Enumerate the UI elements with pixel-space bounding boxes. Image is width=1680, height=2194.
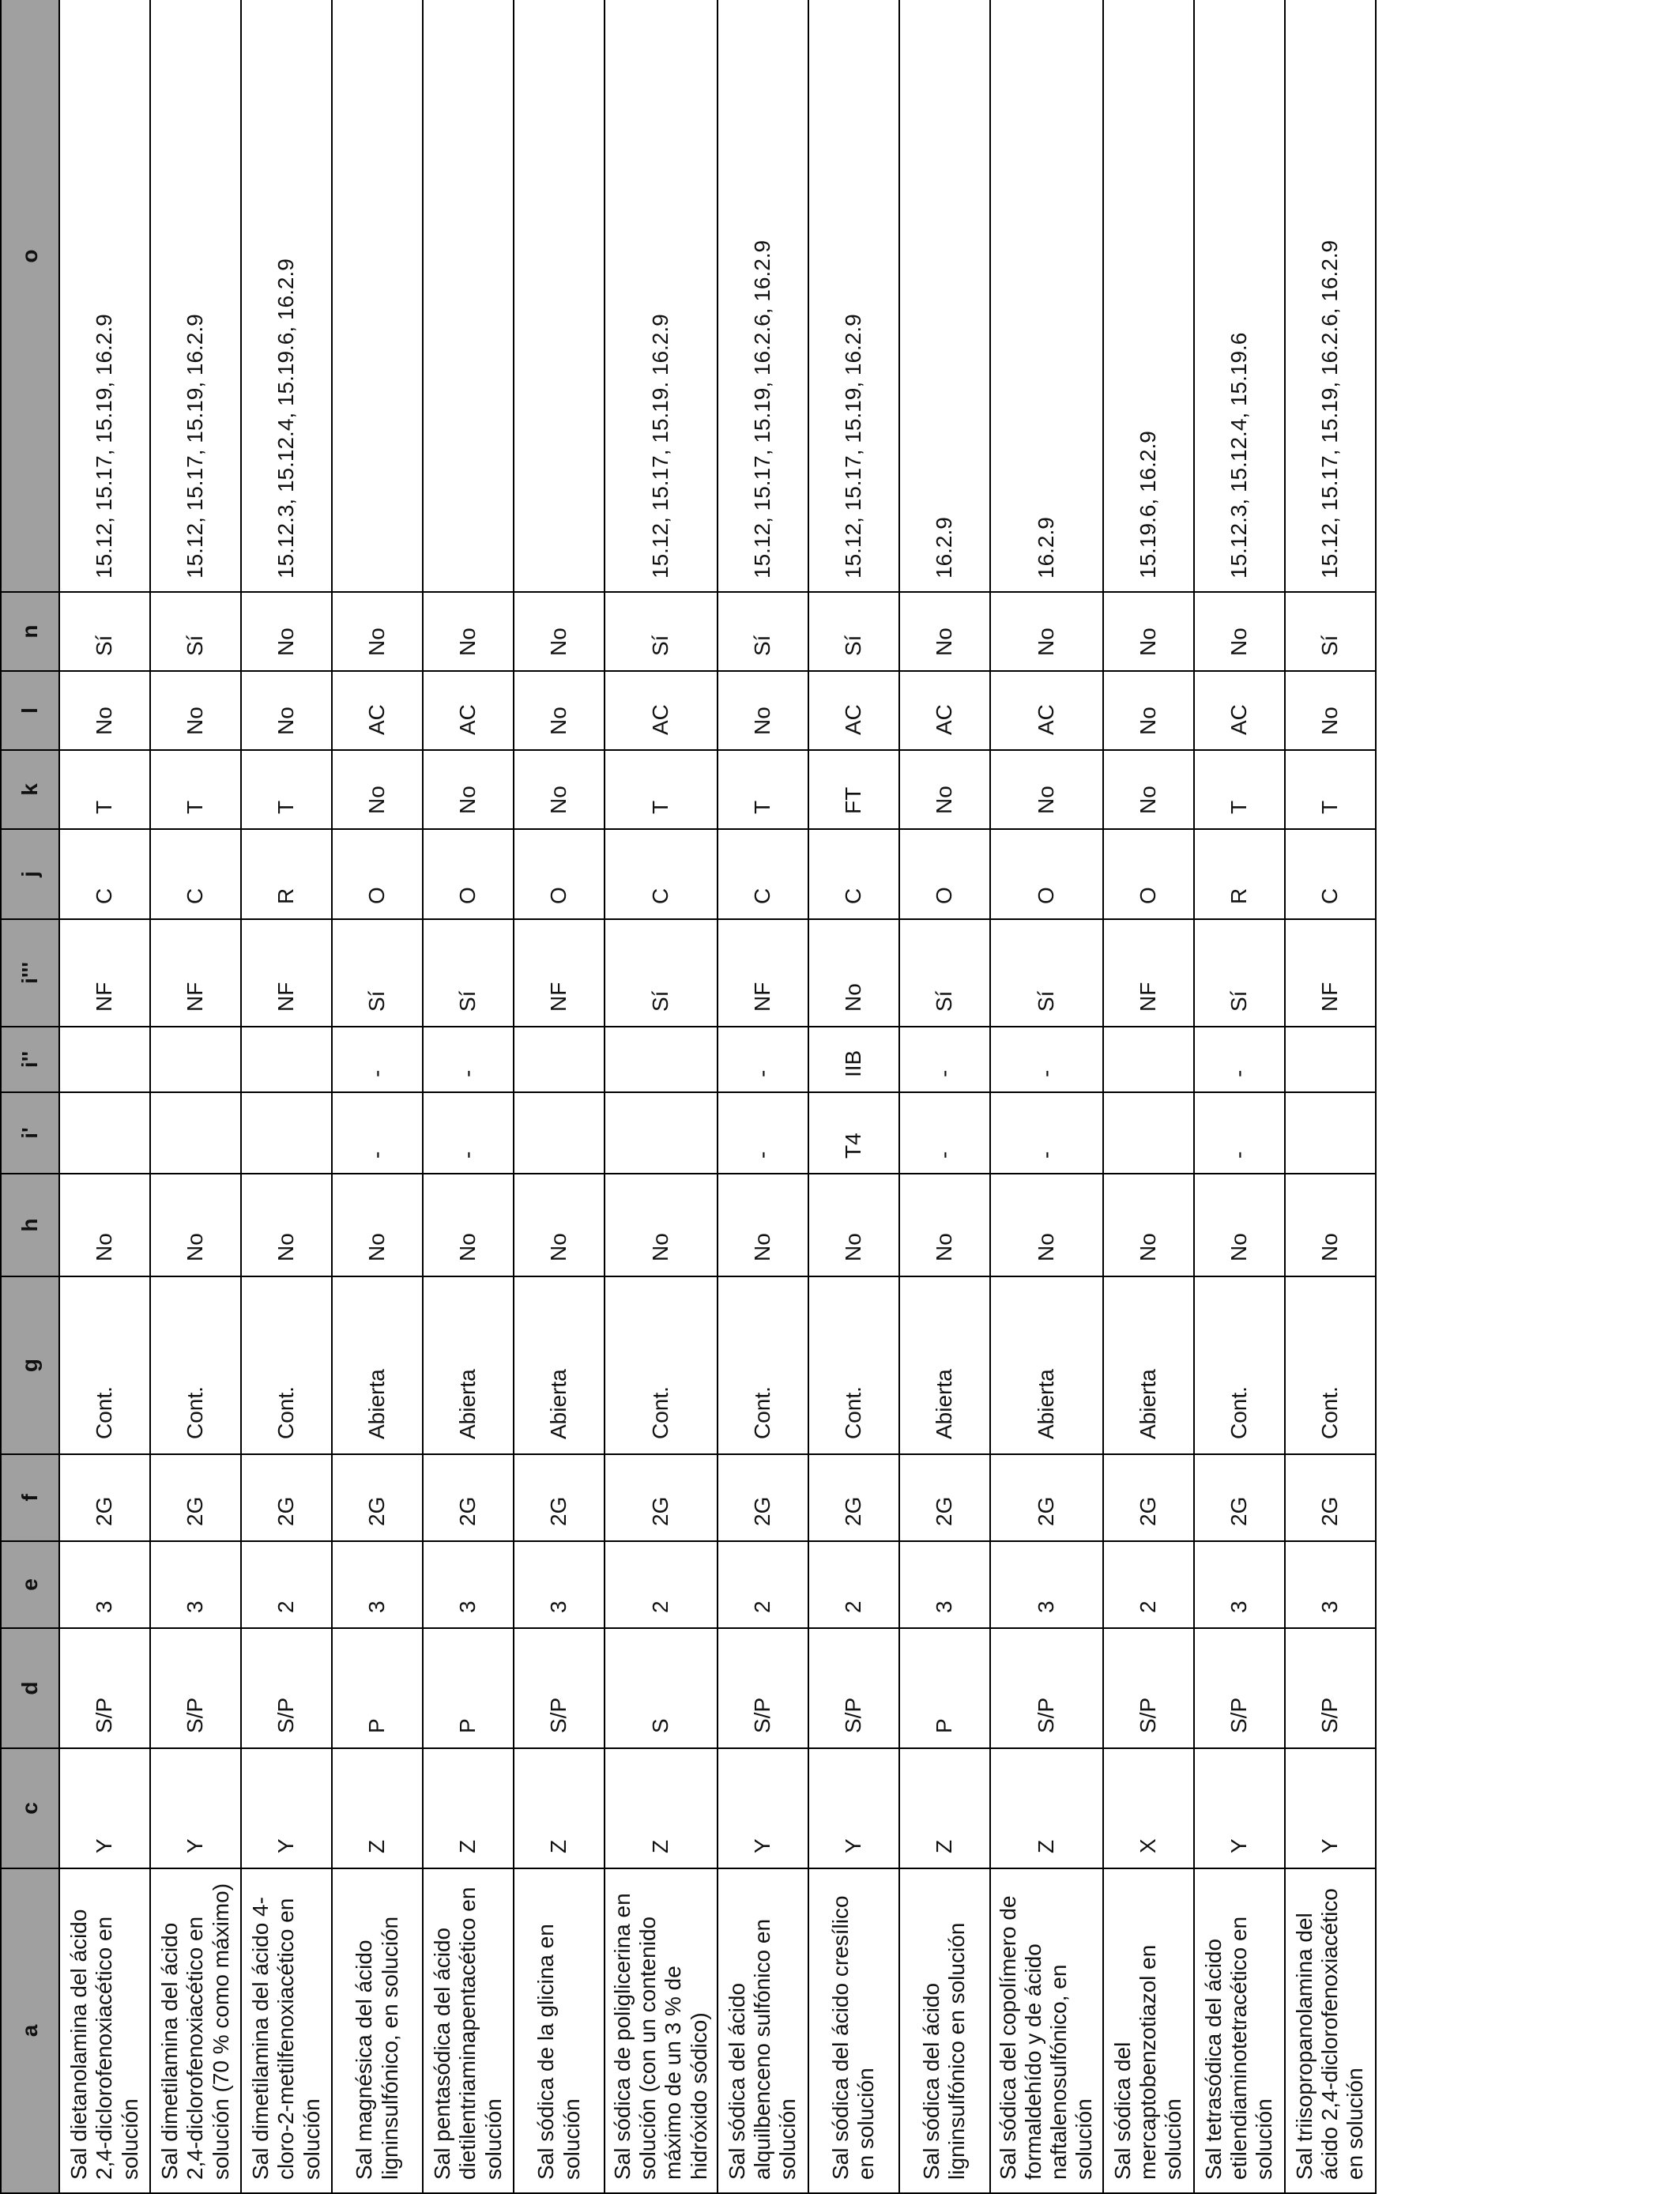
col-o-cell: 15.12, 15.17, 15.19, 16.2.9 xyxy=(150,0,241,592)
col-h-cell: No xyxy=(332,1174,423,1276)
col-e-cell: 3 xyxy=(1285,1541,1376,1628)
col-g-cell: Cont. xyxy=(1194,1276,1285,1454)
col-o-cell: 15.12, 15.17, 15.19, 16.2.6, 16.2.9 xyxy=(1285,0,1376,592)
col-g-cell: Cont. xyxy=(718,1276,808,1454)
header-i2: i'' xyxy=(1,1027,59,1092)
col-n-cell: No xyxy=(423,592,514,671)
col-h-cell: No xyxy=(808,1174,899,1276)
col-h-cell: No xyxy=(1285,1174,1376,1276)
col-i2-cell: - xyxy=(899,1027,990,1092)
col-f-cell: 2G xyxy=(150,1454,241,1541)
col-h-cell: No xyxy=(899,1174,990,1276)
col-k-cell: No xyxy=(514,750,605,829)
col-i2-cell: - xyxy=(990,1027,1103,1092)
col-g-cell: Cont. xyxy=(241,1276,332,1454)
col-l-cell: AC xyxy=(605,671,718,750)
product-name-cell: Sal dimetilamina del ácido 4-cloro-2-metilfenoxiacético en solución xyxy=(241,1868,332,2193)
col-j-cell: C xyxy=(59,829,150,919)
table-row xyxy=(150,0,241,2193)
col-n-cell: No xyxy=(899,592,990,671)
col-j-cell: O xyxy=(899,829,990,919)
table-row xyxy=(1194,0,1285,2193)
col-c-cell: Z xyxy=(990,1748,1103,1868)
col-i2-cell xyxy=(605,1027,718,1092)
col-j-cell: C xyxy=(605,829,718,919)
col-o-cell: 15.12, 15.17, 15.19, 16.2.9 xyxy=(59,0,150,592)
col-g-cell: Abierta xyxy=(332,1276,423,1454)
col-c-cell: Z xyxy=(899,1748,990,1868)
product-name-cell: Sal sódica de poliglicerina en solución (con un contenido máximo de un 3 % de hidróxido sódico) xyxy=(605,1868,718,2193)
col-e-cell: 3 xyxy=(150,1541,241,1628)
header-a: a xyxy=(1,1868,59,2193)
col-c-cell: Z xyxy=(514,1748,605,1868)
col-k-cell: T xyxy=(1285,750,1376,829)
col-i3-cell: NF xyxy=(1285,919,1376,1027)
col-i3-cell: NF xyxy=(514,919,605,1027)
col-j-cell: C xyxy=(150,829,241,919)
col-i1-cell: - xyxy=(718,1092,808,1174)
col-g-cell: Abierta xyxy=(899,1276,990,1454)
col-n-cell: No xyxy=(514,592,605,671)
product-name-cell: Sal sódica de la glicina en solución xyxy=(514,1868,605,2193)
col-o-cell xyxy=(423,0,514,592)
col-e-cell: 2 xyxy=(605,1541,718,1628)
col-i1-cell xyxy=(241,1092,332,1174)
col-d-cell: S/P xyxy=(241,1628,332,1748)
col-c-cell: Y xyxy=(1285,1748,1376,1868)
product-name-cell: Sal triisopropanolamina del ácido 2,4-diclorofenoxiacético en solución xyxy=(1285,1868,1376,2193)
col-e-cell: 2 xyxy=(241,1541,332,1628)
col-k-cell: T xyxy=(59,750,150,829)
col-g-cell: Abierta xyxy=(423,1276,514,1454)
col-k-cell: T xyxy=(718,750,808,829)
col-j-cell: O xyxy=(332,829,423,919)
product-name-cell: Sal sódica del mercaptobenzotiazol en solución xyxy=(1103,1868,1194,2193)
col-l-cell: AC xyxy=(899,671,990,750)
col-c-cell: Y xyxy=(808,1748,899,1868)
col-i2-cell: - xyxy=(1194,1027,1285,1092)
product-name-cell: Sal dimetilamina del ácido 2,4-diclorofenoxiacético en solución (70 % como máximo) xyxy=(150,1868,241,2193)
col-j-cell: O xyxy=(990,829,1103,919)
col-g-cell: Cont. xyxy=(150,1276,241,1454)
col-e-cell: 3 xyxy=(59,1541,150,1628)
product-name-cell: Sal sódica del ácido ligninsulfónico en solución xyxy=(899,1868,990,2193)
col-i3-cell: Sí xyxy=(899,919,990,1027)
header-g: g xyxy=(1,1276,59,1454)
col-n-cell: Sí xyxy=(718,592,808,671)
product-name-cell: Sal tetrasódica del ácido etilendiaminotetracético en solución xyxy=(1194,1868,1285,2193)
col-g-cell: Abierta xyxy=(1103,1276,1194,1454)
col-l-cell: AC xyxy=(990,671,1103,750)
col-e-cell: 2 xyxy=(808,1541,899,1628)
col-k-cell: T xyxy=(150,750,241,829)
col-k-cell: No xyxy=(899,750,990,829)
header-c: c xyxy=(1,1748,59,1868)
col-e-cell: 3 xyxy=(423,1541,514,1628)
col-h-cell: No xyxy=(423,1174,514,1276)
col-c-cell: Y xyxy=(150,1748,241,1868)
col-c-cell: Y xyxy=(241,1748,332,1868)
col-g-cell: Abierta xyxy=(514,1276,605,1454)
col-d-cell: S xyxy=(605,1628,718,1748)
col-c-cell: Z xyxy=(605,1748,718,1868)
col-h-cell: No xyxy=(1194,1174,1285,1276)
col-e-cell: 3 xyxy=(514,1541,605,1628)
table-body xyxy=(59,0,1376,2193)
col-h-cell: No xyxy=(718,1174,808,1276)
col-n-cell: No xyxy=(990,592,1103,671)
col-i3-cell: NF xyxy=(59,919,150,1027)
col-f-cell: 2G xyxy=(59,1454,150,1541)
product-name-cell: Sal sódica del ácido cresílico en solución xyxy=(808,1868,899,2193)
col-c-cell: X xyxy=(1103,1748,1194,1868)
col-i1-cell: - xyxy=(423,1092,514,1174)
col-i1-cell: T4 xyxy=(808,1092,899,1174)
product-name-cell: Sal magnésica del ácido ligninsulfónico, en solución xyxy=(332,1868,423,2193)
col-l-cell: AC xyxy=(423,671,514,750)
col-i2-cell: - xyxy=(423,1027,514,1092)
col-n-cell: Sí xyxy=(1285,592,1376,671)
col-i3-cell: NF xyxy=(150,919,241,1027)
col-n-cell: Sí xyxy=(605,592,718,671)
col-j-cell: C xyxy=(808,829,899,919)
col-k-cell: No xyxy=(1103,750,1194,829)
col-k-cell: T xyxy=(241,750,332,829)
col-e-cell: 3 xyxy=(990,1541,1103,1628)
col-h-cell: No xyxy=(605,1174,718,1276)
col-j-cell: O xyxy=(423,829,514,919)
col-h-cell: No xyxy=(514,1174,605,1276)
header-f: f xyxy=(1,1454,59,1541)
col-j-cell: R xyxy=(241,829,332,919)
product-name-cell: Sal sódica del ácido alquilbenceno sulfónico en solución xyxy=(718,1868,808,2193)
col-d-cell: S/P xyxy=(1285,1628,1376,1748)
col-d-cell: S/P xyxy=(150,1628,241,1748)
table-row xyxy=(1103,0,1194,2193)
header-i1: i' xyxy=(1,1092,59,1174)
col-g-cell: Cont. xyxy=(808,1276,899,1454)
col-l-cell: No xyxy=(1103,671,1194,750)
col-i1-cell: - xyxy=(990,1092,1103,1174)
table-row xyxy=(605,0,718,2193)
col-f-cell: 2G xyxy=(899,1454,990,1541)
col-o-cell: 15.12.3, 15.12.4, 15.19.6 xyxy=(1194,0,1285,592)
col-o-cell: 15.12, 15.17, 15.19, 16.2.6, 16.2.9 xyxy=(718,0,808,592)
col-d-cell: S/P xyxy=(718,1628,808,1748)
col-o-cell: 16.2.9 xyxy=(899,0,990,592)
col-c-cell: Y xyxy=(718,1748,808,1868)
col-n-cell: Sí xyxy=(808,592,899,671)
col-i2-cell xyxy=(1103,1027,1194,1092)
col-i2-cell: - xyxy=(332,1027,423,1092)
col-k-cell: No xyxy=(990,750,1103,829)
col-f-cell: 2G xyxy=(514,1454,605,1541)
col-d-cell: S/P xyxy=(808,1628,899,1748)
col-j-cell: C xyxy=(718,829,808,919)
table-row xyxy=(59,0,150,2193)
col-l-cell: No xyxy=(514,671,605,750)
col-f-cell: 2G xyxy=(808,1454,899,1541)
col-l-cell: No xyxy=(59,671,150,750)
col-i2-cell xyxy=(150,1027,241,1092)
col-j-cell: R xyxy=(1194,829,1285,919)
col-g-cell: Cont. xyxy=(605,1276,718,1454)
col-i1-cell: - xyxy=(1194,1092,1285,1174)
header-d: d xyxy=(1,1628,59,1748)
col-c-cell: Z xyxy=(332,1748,423,1868)
col-i1-cell xyxy=(1103,1092,1194,1174)
col-i2-cell xyxy=(241,1027,332,1092)
col-l-cell: No xyxy=(718,671,808,750)
col-f-cell: 2G xyxy=(332,1454,423,1541)
col-d-cell: S/P xyxy=(59,1628,150,1748)
col-i3-cell: NF xyxy=(1103,919,1194,1027)
col-f-cell: 2G xyxy=(1194,1454,1285,1541)
col-i2-cell xyxy=(514,1027,605,1092)
col-g-cell: Cont. xyxy=(1285,1276,1376,1454)
header-i3: i''' xyxy=(1,919,59,1027)
table-row xyxy=(241,0,332,2193)
col-i1-cell xyxy=(605,1092,718,1174)
col-k-cell: T xyxy=(605,750,718,829)
col-f-cell: 2G xyxy=(605,1454,718,1541)
col-h-cell: No xyxy=(59,1174,150,1276)
col-e-cell: 2 xyxy=(718,1541,808,1628)
col-c-cell: Z xyxy=(423,1748,514,1868)
col-n-cell: No xyxy=(241,592,332,671)
col-k-cell: No xyxy=(332,750,423,829)
col-e-cell: 2 xyxy=(1103,1541,1194,1628)
col-i3-cell: No xyxy=(808,919,899,1027)
header-e: e xyxy=(1,1541,59,1628)
col-d-cell: P xyxy=(899,1628,990,1748)
header-o: o xyxy=(1,0,59,592)
product-name-cell: Sal pentasódica del ácido dietilentriaminapentacético en solución xyxy=(423,1868,514,2193)
header-k: k xyxy=(1,750,59,829)
col-i1-cell xyxy=(514,1092,605,1174)
col-l-cell: AC xyxy=(1194,671,1285,750)
col-k-cell: FT xyxy=(808,750,899,829)
col-d-cell: S/P xyxy=(1103,1628,1194,1748)
col-o-cell xyxy=(332,0,423,592)
table-row xyxy=(990,0,1103,2193)
col-i3-cell: Sí xyxy=(1194,919,1285,1027)
col-k-cell: T xyxy=(1194,750,1285,829)
table-row xyxy=(332,0,423,2193)
col-n-cell: No xyxy=(1103,592,1194,671)
col-e-cell: 3 xyxy=(899,1541,990,1628)
col-h-cell: No xyxy=(1103,1174,1194,1276)
col-i2-cell: IIB xyxy=(808,1027,899,1092)
header-h: h xyxy=(1,1174,59,1276)
col-f-cell: 2G xyxy=(241,1454,332,1541)
col-i3-cell: Sí xyxy=(990,919,1103,1027)
col-h-cell: No xyxy=(241,1174,332,1276)
col-g-cell: Cont. xyxy=(59,1276,150,1454)
col-o-cell xyxy=(514,0,605,592)
col-i3-cell: NF xyxy=(241,919,332,1027)
col-n-cell: Sí xyxy=(59,592,150,671)
col-g-cell: Abierta xyxy=(990,1276,1103,1454)
col-h-cell: No xyxy=(150,1174,241,1276)
col-i1-cell xyxy=(59,1092,150,1174)
col-d-cell: P xyxy=(332,1628,423,1748)
col-l-cell: No xyxy=(150,671,241,750)
col-f-cell: 2G xyxy=(1103,1454,1194,1541)
header-n: n xyxy=(1,592,59,671)
col-i3-cell: Sí xyxy=(605,919,718,1027)
col-i1-cell: - xyxy=(332,1092,423,1174)
table-row xyxy=(899,0,990,2193)
col-n-cell: No xyxy=(332,592,423,671)
product-name-cell: Sal sódica del copolímero de formaldehído y de ácido naftalenosulfónico, en solución xyxy=(990,1868,1103,2193)
table-row xyxy=(718,0,808,2193)
col-j-cell: O xyxy=(1103,829,1194,919)
col-h-cell: No xyxy=(990,1174,1103,1276)
col-i3-cell: NF xyxy=(718,919,808,1027)
col-c-cell: Y xyxy=(1194,1748,1285,1868)
header-j: j xyxy=(1,829,59,919)
col-l-cell: AC xyxy=(332,671,423,750)
col-d-cell: S/P xyxy=(514,1628,605,1748)
col-d-cell: S/P xyxy=(1194,1628,1285,1748)
col-j-cell: C xyxy=(1285,829,1376,919)
table-row xyxy=(808,0,899,2193)
col-n-cell: Sí xyxy=(150,592,241,671)
col-f-cell: 2G xyxy=(1285,1454,1376,1541)
col-i2-cell xyxy=(59,1027,150,1092)
col-d-cell: S/P xyxy=(990,1628,1103,1748)
col-i1-cell: - xyxy=(899,1092,990,1174)
col-i2-cell: - xyxy=(718,1027,808,1092)
col-e-cell: 3 xyxy=(332,1541,423,1628)
col-l-cell: No xyxy=(241,671,332,750)
col-i3-cell: Sí xyxy=(423,919,514,1027)
col-c-cell: Y xyxy=(59,1748,150,1868)
col-k-cell: No xyxy=(423,750,514,829)
col-o-cell: 15.12, 15.17, 15.19, 16.2.9 xyxy=(808,0,899,592)
table-row xyxy=(514,0,605,2193)
col-l-cell: AC xyxy=(808,671,899,750)
col-i1-cell xyxy=(150,1092,241,1174)
header-row xyxy=(1,0,59,2193)
col-n-cell: No xyxy=(1194,592,1285,671)
table-row xyxy=(423,0,514,2193)
col-l-cell: No xyxy=(1285,671,1376,750)
header-l: l xyxy=(1,671,59,750)
col-i1-cell xyxy=(1285,1092,1376,1174)
col-o-cell: 15.12, 15.17, 15.19. 16.2.9 xyxy=(605,0,718,592)
col-f-cell: 2G xyxy=(990,1454,1103,1541)
col-f-cell: 2G xyxy=(718,1454,808,1541)
col-f-cell: 2G xyxy=(423,1454,514,1541)
col-i2-cell xyxy=(1285,1027,1376,1092)
table-row xyxy=(1285,0,1376,2193)
col-i3-cell: Sí xyxy=(332,919,423,1027)
product-name-cell: Sal dietanolamina del ácido 2,4-diclorofenoxiacético en solución xyxy=(59,1868,150,2193)
col-o-cell: 16.2.9 xyxy=(990,0,1103,592)
col-d-cell: P xyxy=(423,1628,514,1748)
col-o-cell: 15.19.6, 16.2.9 xyxy=(1103,0,1194,592)
col-j-cell: O xyxy=(514,829,605,919)
col-e-cell: 3 xyxy=(1194,1541,1285,1628)
col-o-cell: 15.12.3, 15.12.4, 15.19.6, 16.2.9 xyxy=(241,0,332,592)
